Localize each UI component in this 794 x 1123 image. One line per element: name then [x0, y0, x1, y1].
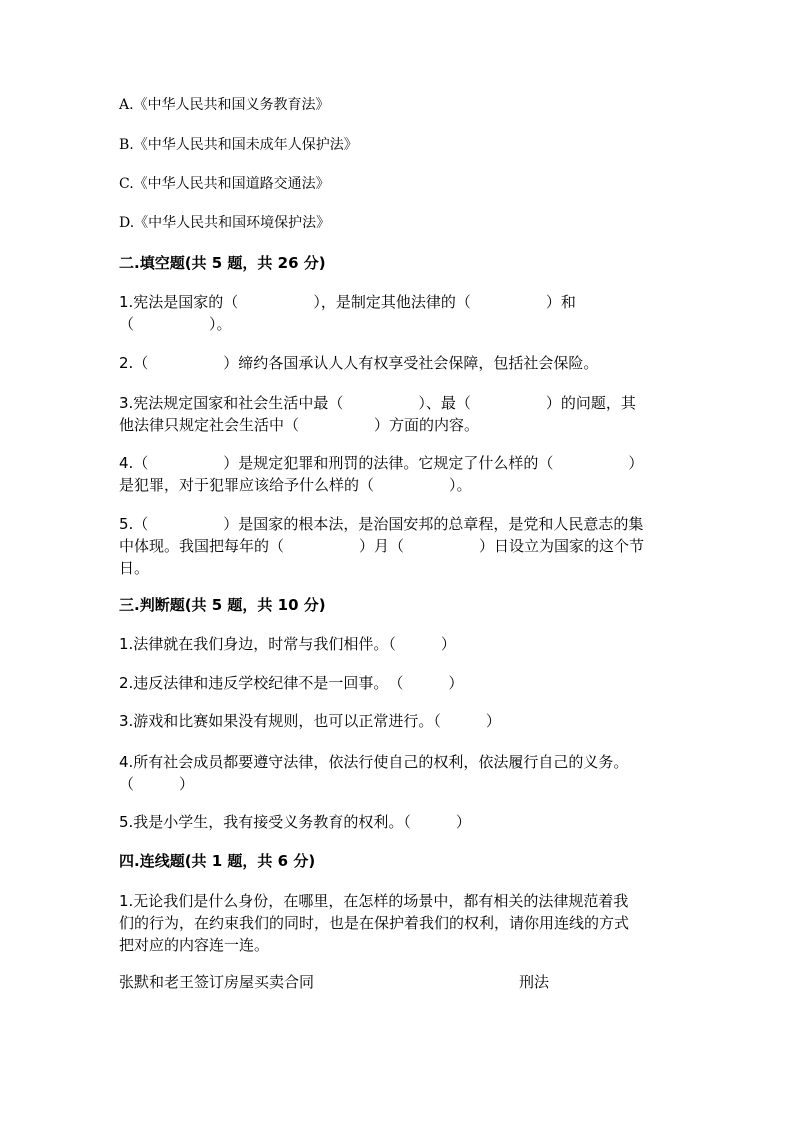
- option-b: B.《中华人民共和国未成年人保护法》: [119, 137, 358, 153]
- judge-q1: 1.法律就在我们身边，时常与我们相伴。（ ）: [119, 635, 456, 653]
- fill-q3-line1: 3.宪法规定国家和社会生活中最（ ）、最（ ）的问题，其: [119, 394, 636, 412]
- fill-q5-line1: 5.（ ）是国家的根本法，是治国安邦的总章程，是党和人民意志的集: [119, 515, 644, 533]
- judge-q3: 3.游戏和比赛如果没有规则，也可以正常进行。（ ）: [119, 712, 501, 730]
- option-a: A.《中华人民共和国义务教育法》: [119, 97, 330, 113]
- fill-q3-line2: 他法律只规定社会生活中（ ）方面的内容。: [119, 416, 480, 434]
- match-q1-line1: 1.无论我们是什么身份，在哪里，在怎样的场景中，都有相关的法律规范着我: [119, 892, 629, 910]
- option-c: C.《中华人民共和国道路交通法》: [119, 176, 330, 192]
- match-right-item: 刑法: [519, 973, 550, 991]
- fill-q2-line1: 2.（ ）缔约各国承认人人有权享受社会保障，包括社会保险。: [119, 354, 599, 372]
- match-left-item: 张默和老王签订房屋买卖合同: [119, 973, 315, 991]
- match-q1-line2: 们的行为，在约束我们的同时，也是在保护着我们的权利，请你用连线的方式: [119, 914, 630, 932]
- judge-q2: 2.违反法律和违反学校纪律不是一回事。 （ ）: [119, 674, 464, 692]
- section-heading-fill-blank: 二.填空题(共 5 题，共 26 分): [119, 254, 326, 272]
- section-heading-matching: 四.连线题(共 1 题，共 6 分): [119, 852, 316, 870]
- fill-q4-line1: 4.（ ）是规定犯罪和刑罚的法律。它规定了什么样的（ ）: [119, 454, 644, 472]
- fill-q1-line1: 1.宪法是国家的（ ），是制定其他法律的（ ）和: [119, 293, 576, 311]
- option-d: D.《中华人民共和国环境保护法》: [119, 215, 331, 231]
- match-q1-line3: 把对应的内容连一连。: [119, 936, 270, 954]
- fill-q5-line3: 日。: [119, 559, 150, 577]
- fill-q5-line2: 中体现。我国把每年的（ ）月（ ）日设立为国家的这个节: [119, 537, 645, 555]
- fill-q1-line2: （ ）。: [119, 315, 232, 333]
- judge-q4-line2: （ ）: [119, 775, 195, 793]
- section-heading-true-false: 三.判断题(共 5 题，共 10 分): [119, 596, 326, 614]
- fill-q4-line2: 是犯罪，对于犯罪应该给予什么样的（ ）。: [119, 476, 472, 494]
- judge-q5: 5.我是小学生，我有接受义务教育的权利。（ ）: [119, 813, 471, 831]
- judge-q4-line1: 4.所有社会成员都要遵守法律，依法行使自己的权利，依法履行自己的义务。: [119, 753, 629, 771]
